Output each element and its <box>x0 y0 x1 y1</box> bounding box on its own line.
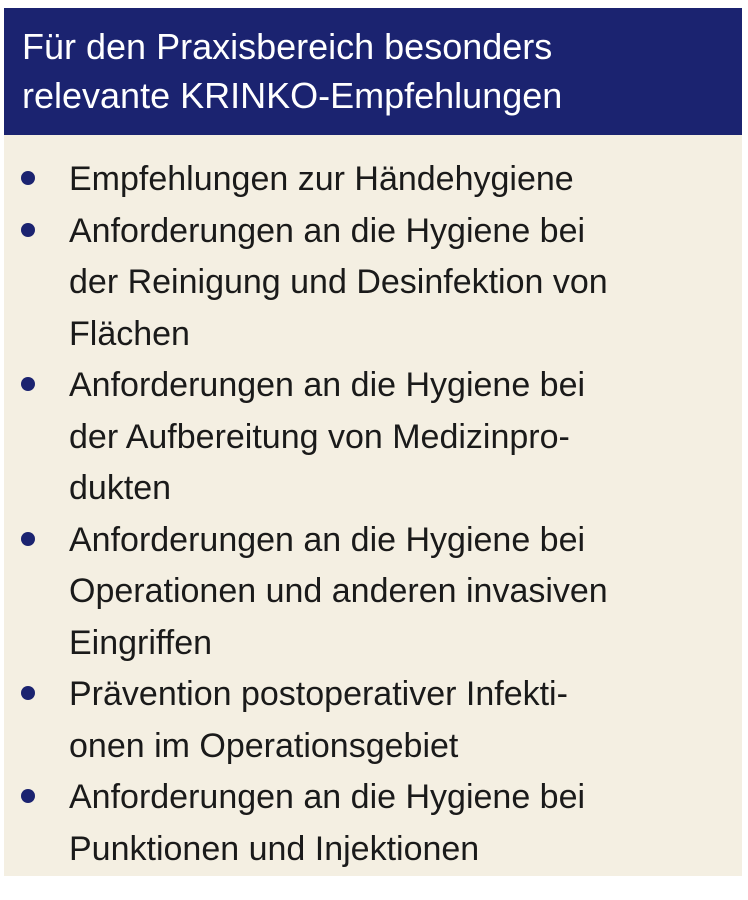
box-title-line: Für den Praxisbereich besonders <box>22 26 553 67</box>
bullet-icon <box>21 377 35 391</box>
list-item-line: Anforderungen an die Hygiene bei <box>69 211 586 250</box>
bullet-icon <box>21 532 35 546</box>
list-item-line: Empfehlungen zur Händehygiene <box>69 160 574 198</box>
list-item-line: Anforderungen an die Hygiene bei <box>69 366 586 404</box>
list-item-line: der Reinigung und Desinfektion von <box>69 263 608 301</box>
list-item <box>4 154 742 206</box>
list-item <box>4 515 742 670</box>
list-item <box>4 206 742 361</box>
list-item <box>4 772 742 875</box>
krinko-info-box <box>4 8 742 876</box>
list-item-line: Punktionen und Injektionen <box>69 829 480 868</box>
list-item-line: Eingriffen <box>69 623 213 662</box>
bullet-icon <box>21 789 35 803</box>
bullet-icon <box>21 223 35 237</box>
recommendation-list <box>4 154 742 875</box>
list-item <box>4 360 742 515</box>
box-title-line: relevante KRINKO-Empfehlungen <box>22 75 563 116</box>
list-item-line: Prävention postoperativer Infekti- <box>69 675 568 713</box>
list-item <box>4 669 742 772</box>
bullet-icon <box>21 686 35 700</box>
list-item-line: Anforderungen an die Hygiene bei <box>69 520 586 559</box>
list-item-line: dukten <box>69 469 172 507</box>
bullet-icon <box>21 171 35 185</box>
list-item-line: Flächen <box>69 314 190 353</box>
list-item-line: der Aufbereitung von Medizinpro- <box>69 417 570 456</box>
box-title <box>4 8 742 135</box>
list-item-line: Anforderungen an die Hygiene bei <box>69 778 586 816</box>
list-item-line: Operationen und anderen invasiven <box>69 572 608 610</box>
list-item-line: onen im Operationsgebiet <box>69 726 459 765</box>
